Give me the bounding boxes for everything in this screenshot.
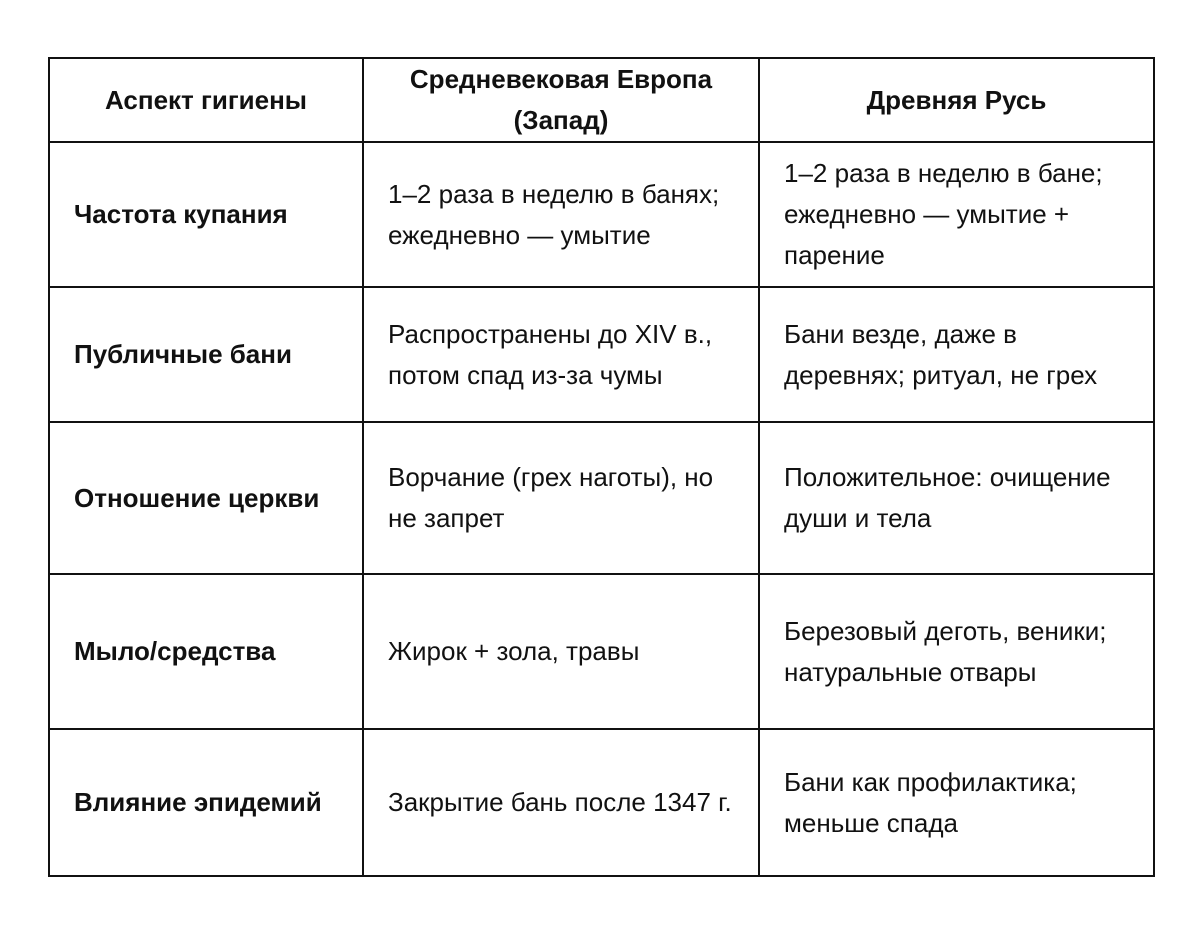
row-europe: Распространены до XIV в., потом спад из-за чумы [363,287,759,422]
row-europe: Ворчание (грех наготы), но не запрет [363,422,759,574]
hygiene-comparison-table [48,57,1155,877]
row-rus: 1–2 раза в неделю в бане; ежедневно — умытие + парение [759,142,1154,287]
row-europe: Жирок + зола, травы [363,574,759,729]
row-rus: Березовый деготь, веники; натуральные отвары [759,574,1154,729]
row-rus: Бани как профилактика; меньше спада [759,729,1154,876]
table-row [49,142,1154,287]
row-aspect: Отношение церкви [49,422,363,574]
row-rus: Положительное: очищение души и тела [759,422,1154,574]
row-europe: Закрытие бань после 1347 г. [363,729,759,876]
header-ancient-rus: Древняя Русь [759,58,1154,142]
table-row [49,729,1154,876]
table-row [49,422,1154,574]
table-row [49,287,1154,422]
row-aspect: Влияние эпидемий [49,729,363,876]
row-europe: 1–2 раза в неделю в банях; ежедневно — умытие [363,142,759,287]
table-header-row [49,58,1154,142]
header-aspect: Аспект гигиены [49,58,363,142]
row-aspect: Публичные бани [49,287,363,422]
document-page [48,57,1155,877]
row-rus: Бани везде, даже в деревнях; ритуал, не грех [759,287,1154,422]
header-medieval-europe: Средневековая Европа (Запад) [363,58,759,142]
table-row [49,574,1154,729]
row-aspect: Частота купания [49,142,363,287]
row-aspect: Мыло/средства [49,574,363,729]
